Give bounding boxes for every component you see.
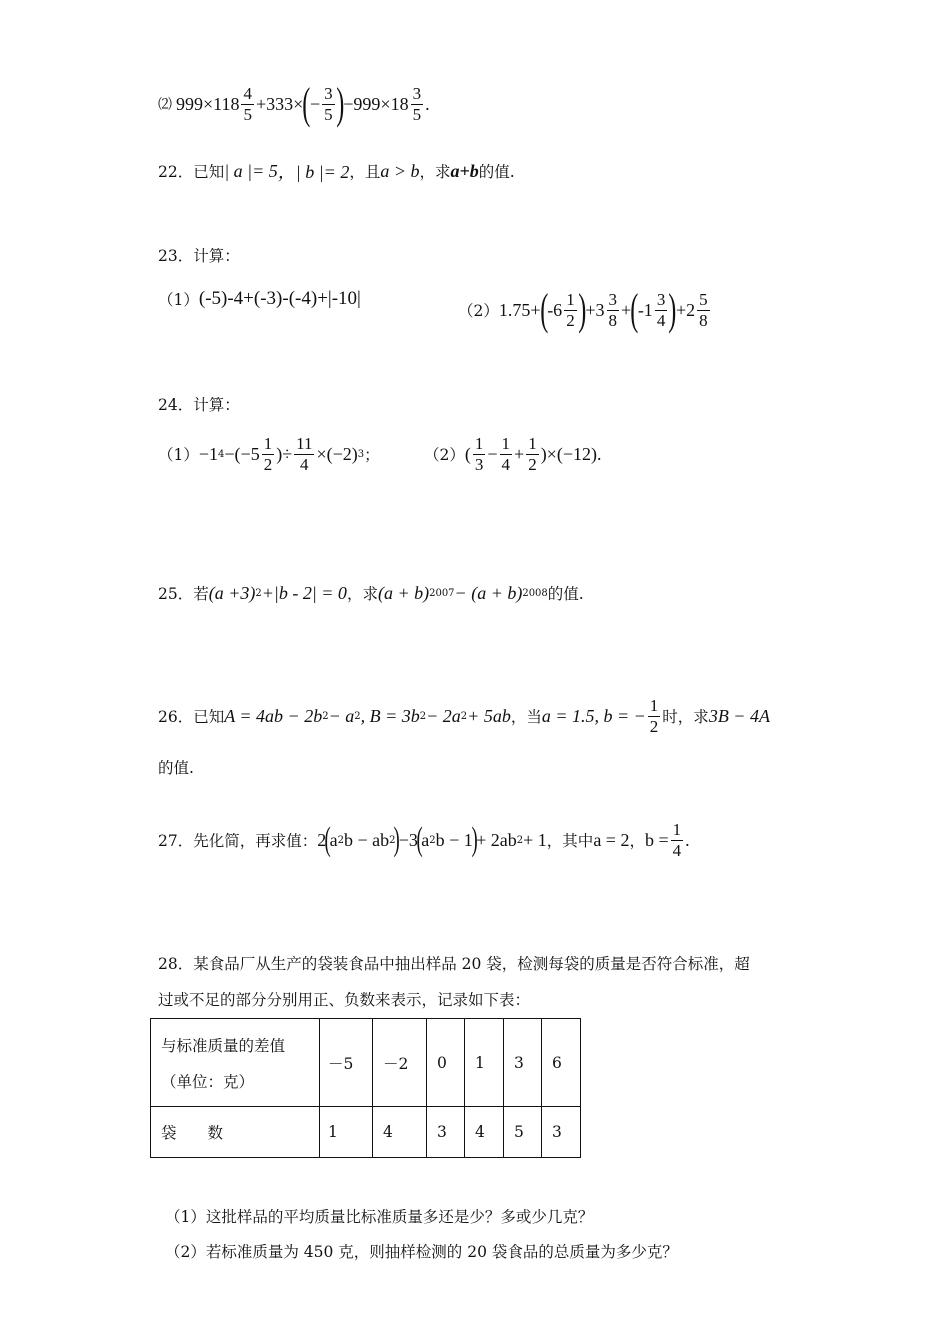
fraction: $\frac{3}{5}$	[324, 83, 333, 124]
q21-part2: ⑵ 999×118 $\frac{4}{5}$ +333× ( − $\frac{3}{5}$ ) −999×18 $\frac{3}{5}$ .	[158, 79, 430, 128]
fraction: $\frac{1}{4}$	[672, 820, 682, 860]
fraction: $\frac{5}{8}$	[699, 289, 708, 330]
table-row	[151, 1107, 581, 1158]
question-25: 25．若 (a +3) 2 +|b - 2| = 0 ，求 (a + b) 2007 − (a + b) 2008 的值.	[158, 582, 584, 603]
data-table	[150, 1018, 581, 1158]
table-header-cell: 与标准质量的差值 （单位：克）	[151, 1019, 320, 1107]
table-cell: 3	[427, 1107, 465, 1158]
question-27: 27．先化简，再求值： 2 ( a 2 b − ab 2 ) −3 ( a 2 b − 1 ) + 2ab 2 + 1 ，其中 a = 2 ， b = $\frac{1}{4}$ .	[158, 820, 690, 860]
table-row	[151, 1019, 581, 1107]
question-22: 22．已知 | a |= 5 ，| b |= 2 ，且 a > b ，求 a+b 的值.	[158, 160, 515, 182]
question-23-part1: （1） (-5)-4+(-3)-(-4)+|-10|	[158, 288, 361, 309]
question-24-part1: （1） −1 4 −(−5 $\frac{1}{2}$ )÷ $\frac{11}{4}$ ×(−2) 3 ；	[158, 434, 380, 474]
table-cell: 5	[504, 1107, 542, 1158]
table-cell: 3	[504, 1019, 542, 1107]
table-cell: 6	[542, 1019, 581, 1107]
question-26: 26．已知 A = 4ab − 2b 2 − a 2 , B = 3b 2 − 2a 2 + 5ab ，当 a = 1.5, b = − $\frac{1}{2}$ 时，求 3B − 4A	[158, 696, 770, 736]
table-cell: 3	[542, 1107, 581, 1158]
question-24-title: 24．计算：	[158, 396, 240, 414]
table-cell: －5	[320, 1019, 373, 1107]
fraction: $\frac{3}{8}$	[608, 289, 617, 330]
question-24-part2: （2） ( $\frac{1}{3}$ − $\frac{1}{4}$ + $\frac{1}{2}$ )×(−12).	[424, 434, 602, 474]
table-cell: 4	[465, 1107, 504, 1158]
fraction: $\frac{11}{4}$	[296, 434, 313, 474]
question-23-part2: （2） 1.75+ ( -6 $\frac{1}{2}$ ) +3 $\frac{3}{8}$ + ( -1 $\frac{3}{4}$ ) +2 $\frac{5}{8}$	[458, 285, 708, 334]
question-28-line2: 过或不足的部分分别用正、负数来表示，记录如下表：	[158, 991, 531, 1009]
question-28-line1: 28．某食品厂从生产的袋装食品中抽出样品 20 袋，检测每袋的质量是否符合标准，超	[158, 955, 750, 973]
question-23-title: 23．计算：	[158, 247, 240, 265]
question-28-sub1: （1）这批样品的平均质量比标准质量多还是少？多或少几克？	[165, 1208, 594, 1226]
fraction: $\frac{4}{5}$	[243, 83, 252, 124]
fraction: $\frac{1}{3}$	[474, 434, 484, 474]
fraction: $\frac{1}{2}$	[649, 696, 659, 736]
table-cell: 4	[373, 1107, 427, 1158]
fraction: $\frac{3}{4}$	[656, 289, 666, 330]
table-cell: 1	[320, 1107, 373, 1158]
table-header-cell: 袋 数	[151, 1107, 320, 1158]
question-26-line2: 的值.	[158, 759, 194, 777]
table-cell: －2	[373, 1019, 427, 1107]
table-cell: 1	[465, 1019, 504, 1107]
fraction: $\frac{1}{2}$	[528, 434, 537, 474]
fraction: $\frac{1}{4}$	[501, 434, 511, 474]
fraction: $\frac{1}{2}$	[566, 289, 575, 330]
question-28-sub2: （2）若标准质量为 450 克，则抽样检测的 20 袋食品的总质量为多少克？	[165, 1243, 678, 1261]
fraction: $\frac{1}{2}$	[263, 434, 273, 474]
q21-part2-label: ⑵	[158, 97, 172, 113]
table-cell: 0	[427, 1019, 465, 1107]
fraction: $\frac{3}{5}$	[412, 83, 422, 124]
